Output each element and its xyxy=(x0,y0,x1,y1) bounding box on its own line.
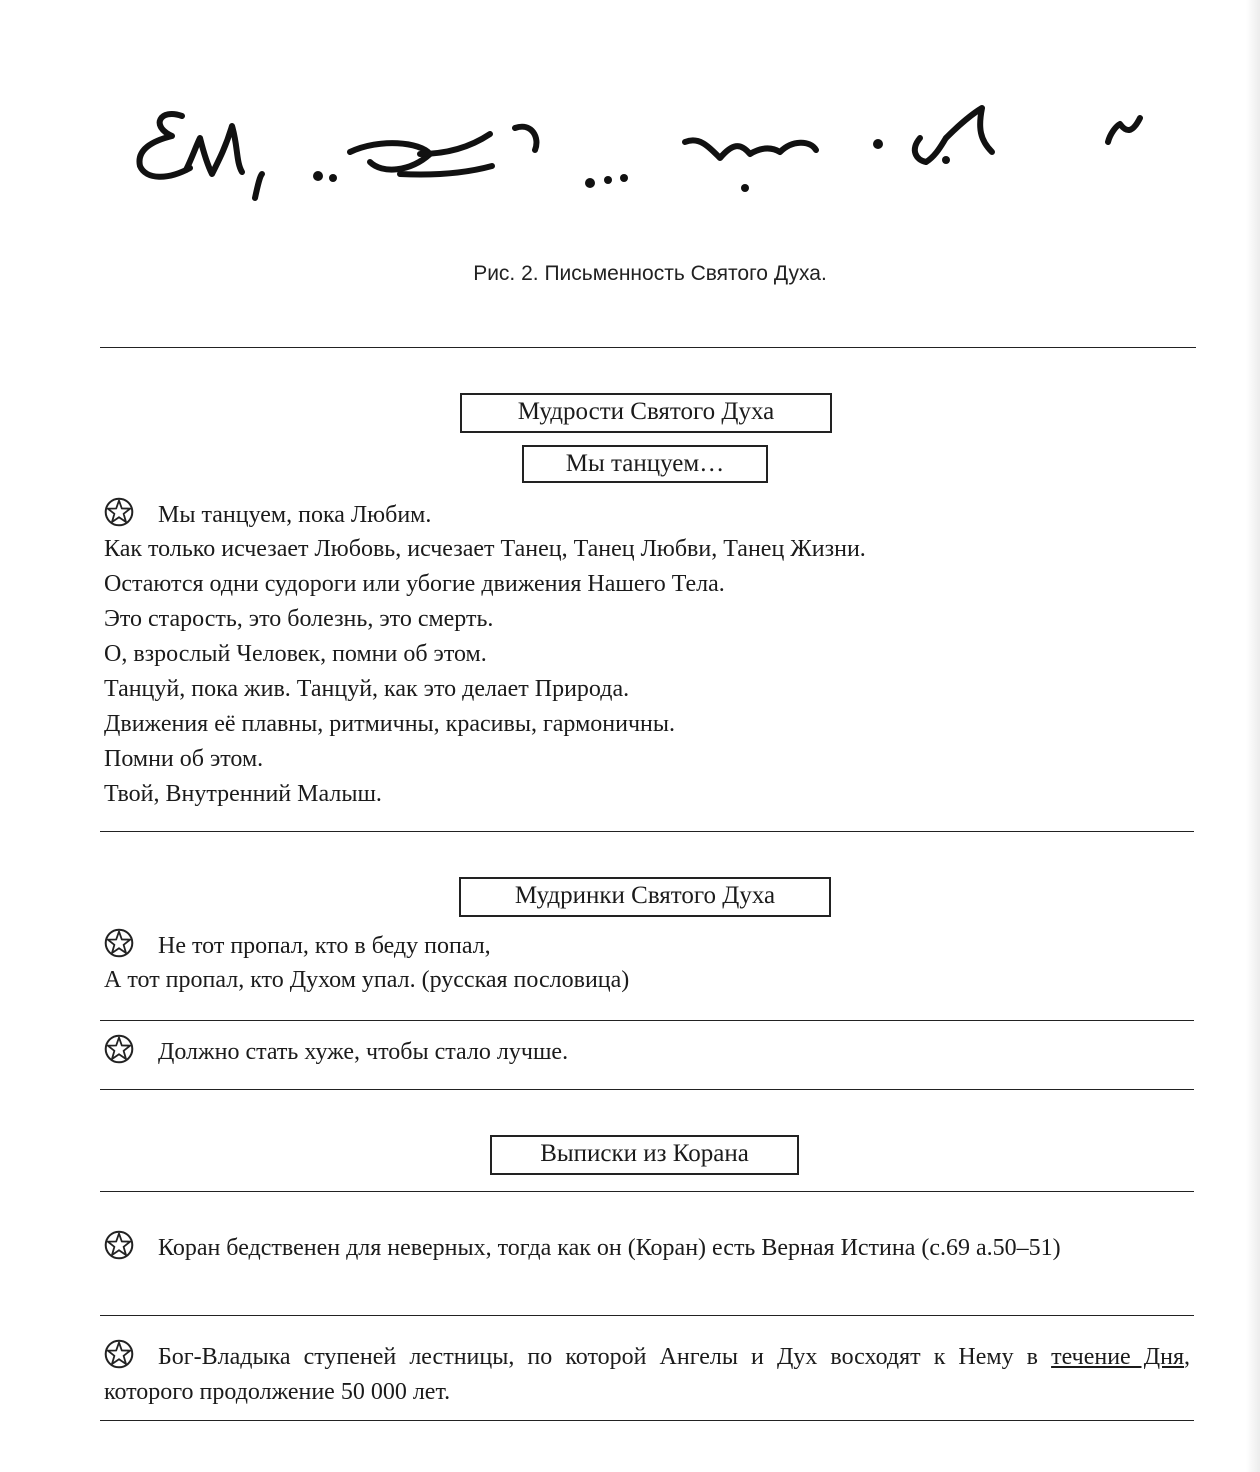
star-in-circle-icon xyxy=(104,1230,134,1260)
star-in-circle-icon xyxy=(104,928,134,958)
mudrinka-line: Не тот пропал, кто в беду попал, xyxy=(104,928,491,964)
star-in-circle-icon xyxy=(104,1339,134,1369)
section-title-box: Мудрости Святого Духа xyxy=(460,393,832,433)
star-in-circle-icon xyxy=(104,1034,134,1064)
wisdom-line: Как только исчезает Любовь, исчезает Танец, Танец Любви, Танец Жизни. xyxy=(104,536,866,562)
section-title-box: Выписки из Корана xyxy=(490,1135,799,1175)
wisdom-line: Это старость, это болезнь, это смерть. xyxy=(104,606,494,632)
mudrinka-line: А тот пропал, кто Духом упал. (русская пословица) xyxy=(104,967,630,993)
underlined-phrase: течение Дня xyxy=(1051,1344,1185,1370)
wisdom-line: Остаются одни судороги или убогие движения Нашего Тела. xyxy=(104,571,725,597)
wisdom-line: Мы танцуем, пока Любим. xyxy=(104,497,431,533)
section-subtitle-box: Мы танцуем… xyxy=(522,445,768,483)
divider xyxy=(100,1420,1194,1421)
wisdom-line: Помни об этом. xyxy=(104,746,264,772)
mudrinka-line: Должно стать хуже, чтобы стало лучше. xyxy=(104,1034,568,1070)
section-title-box: Мудринки Святого Духа xyxy=(459,877,831,917)
page-edge-shadow xyxy=(1246,0,1260,1472)
divider xyxy=(100,831,1194,832)
divider xyxy=(100,1020,1194,1021)
divider xyxy=(100,1089,1194,1090)
divider xyxy=(100,1315,1194,1316)
wisdom-line: О, взрослый Человек, помни об этом. xyxy=(104,641,487,667)
koran-quote: Бог-Владыка ступеней лестницы, по которой Ангелы и Дух восходят к Нему в течение Дня, которого продолжение 50 000 лет. xyxy=(104,1339,1190,1410)
holy-spirit-script-figure xyxy=(120,88,1180,218)
wisdom-line: Движения её плавны, ритмичны, красивы, гармоничны. xyxy=(104,711,675,737)
divider xyxy=(100,347,1196,348)
koran-quote: Коран бедственен для неверных, тогда как он (Коран) есть Верная Истина (с.69 а.50–51) xyxy=(104,1230,1190,1266)
figure-caption: Рис. 2. Письменность Святого Духа. xyxy=(473,262,827,285)
wisdom-signature: Твой, Внутренний Малыш. xyxy=(104,781,382,807)
star-in-circle-icon xyxy=(104,497,134,527)
wisdom-line: Танцуй, пока жив. Танцуй, как это делает Природа. xyxy=(104,676,630,702)
divider xyxy=(100,1191,1194,1192)
